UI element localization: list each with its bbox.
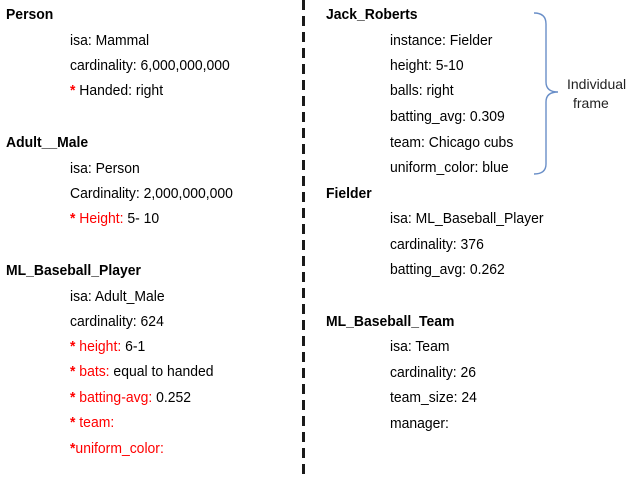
inherited-marker: * <box>70 82 76 99</box>
slot-height-label: Height: <box>75 210 124 227</box>
annotation-frame: frame <box>573 95 609 111</box>
frame-title-fielder: Fielder <box>326 185 372 202</box>
frame-title-jack-roberts: Jack_Roberts <box>326 6 418 23</box>
slot-height-value: 6-1 <box>121 338 146 355</box>
slot-batting-avg-value: 0.252 <box>152 389 192 406</box>
inherited-marker: * <box>70 440 76 457</box>
slot-cardinality: cardinality: 6,000,000,000 <box>70 57 230 74</box>
annotation-individual: Individual <box>567 76 627 92</box>
inherited-marker: * <box>70 389 76 406</box>
inherited-marker: * <box>70 338 76 355</box>
slot-cardinality: cardinality: 624 <box>70 313 164 330</box>
slot-uniform-color: uniform_color: blue <box>390 159 509 176</box>
slot-team: team: Chicago cubs <box>390 134 514 151</box>
slot-height-value: 5- 10 <box>123 210 160 227</box>
slot-instance: instance: Fielder <box>390 32 493 49</box>
frame-title-ml-baseball-player: ML_Baseball_Player <box>6 262 141 279</box>
slot-batting-avg-label: batting-avg: <box>75 389 153 406</box>
inherited-marker: * <box>70 414 76 431</box>
inherited-marker: * <box>70 363 76 380</box>
frame-title-adult-male: Adult__Male <box>6 134 89 151</box>
inherited-marker: * <box>70 210 76 227</box>
slot-bats-value: equal to handed <box>109 363 214 380</box>
slot-isa: isa: Team <box>390 338 450 355</box>
slot-handed-text: Handed: right <box>75 82 164 99</box>
slot-manager: manager: <box>390 415 449 432</box>
frame-title-ml-baseball-team: ML_Baseball_Team <box>326 313 455 330</box>
slot-cardinality: Cardinality: 2,000,000,000 <box>70 185 233 202</box>
slot-height-label: height: <box>75 338 122 355</box>
slot-balls: balls: right <box>390 82 454 99</box>
slot-batting-avg: batting_avg: 0.309 <box>390 108 505 125</box>
slot-cardinality: cardinality: 26 <box>390 364 477 381</box>
slot-isa: isa: Adult_Male <box>70 288 165 305</box>
slot-team-size: team_size: 24 <box>390 389 477 406</box>
slot-isa: isa: Mammal <box>70 32 150 49</box>
slot-team-label: team: <box>75 414 115 431</box>
slot-isa: isa: ML_Baseball_Player <box>390 210 544 227</box>
slot-uniform-color-label: uniform_color: <box>75 440 164 457</box>
slot-bats-label: bats: <box>75 363 110 380</box>
slot-isa: isa: Person <box>70 160 140 177</box>
slot-height: height: 5-10 <box>390 57 464 74</box>
frame-title-person: Person <box>6 6 54 23</box>
slot-cardinality: cardinality: 376 <box>390 236 484 253</box>
slot-batting-avg: batting_avg: 0.262 <box>390 261 505 278</box>
